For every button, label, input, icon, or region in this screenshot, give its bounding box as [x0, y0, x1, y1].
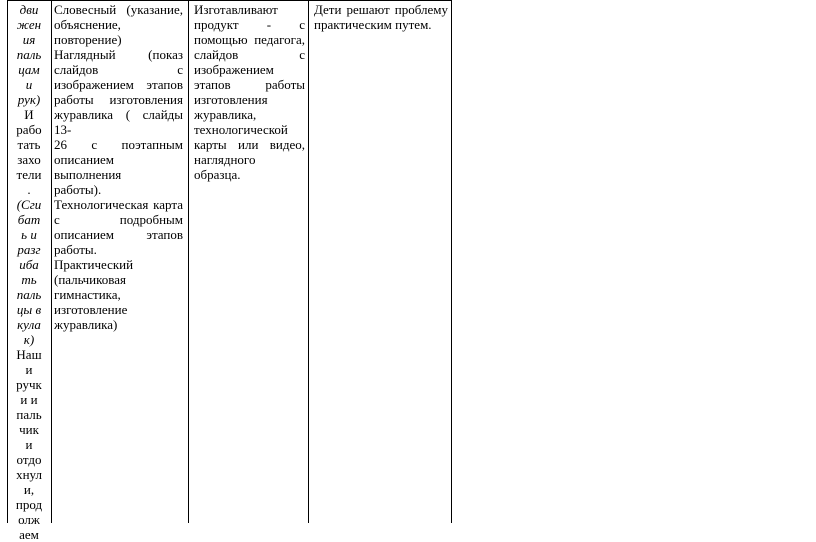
- text-line: паль: [16, 287, 42, 302]
- text-line: рабо: [16, 122, 42, 137]
- text-line: кула: [17, 317, 41, 332]
- text-line: Технологическая карта: [54, 197, 183, 212]
- text-line: ия: [22, 32, 36, 47]
- text-line: аем: [19, 527, 39, 542]
- text-line: олж: [18, 512, 40, 527]
- text-line: и: [25, 362, 33, 377]
- text-line: изготовления: [194, 92, 268, 107]
- text-line: изображением этапов: [54, 77, 183, 92]
- text-line: чик: [19, 422, 39, 437]
- exercise-column-text: [9, 2, 49, 542]
- text-line: Дети решают проблему: [314, 2, 448, 17]
- text-line: (пальчиковая: [54, 272, 126, 287]
- text-line: журавлика,: [194, 107, 257, 122]
- text-line: слайдов с: [194, 47, 305, 62]
- text-line: повторение): [54, 32, 122, 47]
- text-line: слайдов с: [54, 62, 183, 77]
- text-line: бат: [17, 212, 41, 227]
- text-line: практическим путем.: [314, 17, 432, 32]
- text-line: ручк: [16, 377, 42, 392]
- text-line: работы).: [54, 182, 102, 197]
- text-line: карты или видео,: [194, 137, 305, 152]
- text-line: работы изготовления: [54, 92, 183, 107]
- column-divider: [188, 0, 189, 523]
- text-line: захо: [17, 152, 41, 167]
- text-line: тать: [17, 137, 41, 152]
- column-divider: [308, 0, 309, 523]
- text-line: прод: [15, 497, 43, 512]
- text-line: и: [25, 77, 33, 92]
- text-line: отдо: [16, 452, 42, 467]
- text-line: ть: [21, 272, 37, 287]
- text-line: Практический: [54, 257, 134, 272]
- text-line: описанием выполнения: [54, 152, 122, 182]
- text-line: .: [27, 182, 31, 197]
- result-column-text: [314, 2, 448, 32]
- text-line: И: [24, 107, 34, 122]
- text-line: этапов работы: [194, 77, 305, 92]
- children-activity-column-text: [194, 2, 305, 182]
- text-line: объяснение,: [54, 17, 121, 32]
- text-line: наглядного образца.: [194, 152, 256, 182]
- text-line: 26 с поэтапным: [54, 137, 183, 152]
- text-line: рук): [17, 92, 41, 107]
- text-line: дви: [19, 2, 39, 17]
- text-line: к): [23, 332, 35, 347]
- text-line: изображением: [194, 62, 274, 77]
- text-line: тели: [16, 167, 42, 182]
- text-line: изготовление: [54, 302, 128, 317]
- text-line: технологической: [194, 122, 288, 137]
- text-line: хнул: [16, 467, 42, 482]
- text-line: и: [25, 437, 33, 452]
- text-line: помощью педагога,: [194, 32, 305, 47]
- text-line: цы в: [16, 302, 42, 317]
- column-divider: [7, 0, 8, 523]
- text-line: Словесный (указание,: [54, 2, 183, 17]
- text-line: и,: [23, 482, 35, 497]
- text-line: описанием этапов: [54, 227, 183, 242]
- text-line: Наглядный (показ: [54, 47, 183, 62]
- text-line: Изготавливают: [194, 2, 278, 17]
- text-line: журавлика ( слайды 13-: [54, 107, 183, 137]
- text-line: паль: [16, 407, 42, 422]
- text-line: с подробным: [54, 212, 183, 227]
- text-line: цам: [18, 62, 40, 77]
- text-line: гимнастика,: [54, 287, 121, 302]
- text-line: паль: [16, 47, 42, 62]
- text-line: Наш: [16, 347, 42, 362]
- text-line: журавлика): [54, 317, 118, 332]
- table-top-border: [7, 0, 452, 1]
- column-divider: [51, 0, 52, 523]
- text-line: и и: [20, 392, 38, 407]
- text-line: ь и: [21, 227, 37, 242]
- text-line: иба: [19, 257, 39, 272]
- column-divider: [451, 0, 452, 523]
- text-line: (Сги: [16, 197, 42, 212]
- text-line: работы.: [54, 242, 97, 257]
- methods-column-text: [54, 2, 183, 332]
- text-line: жен: [16, 17, 42, 32]
- text-line: продукт - с: [194, 17, 305, 32]
- text-line: разг: [17, 242, 41, 257]
